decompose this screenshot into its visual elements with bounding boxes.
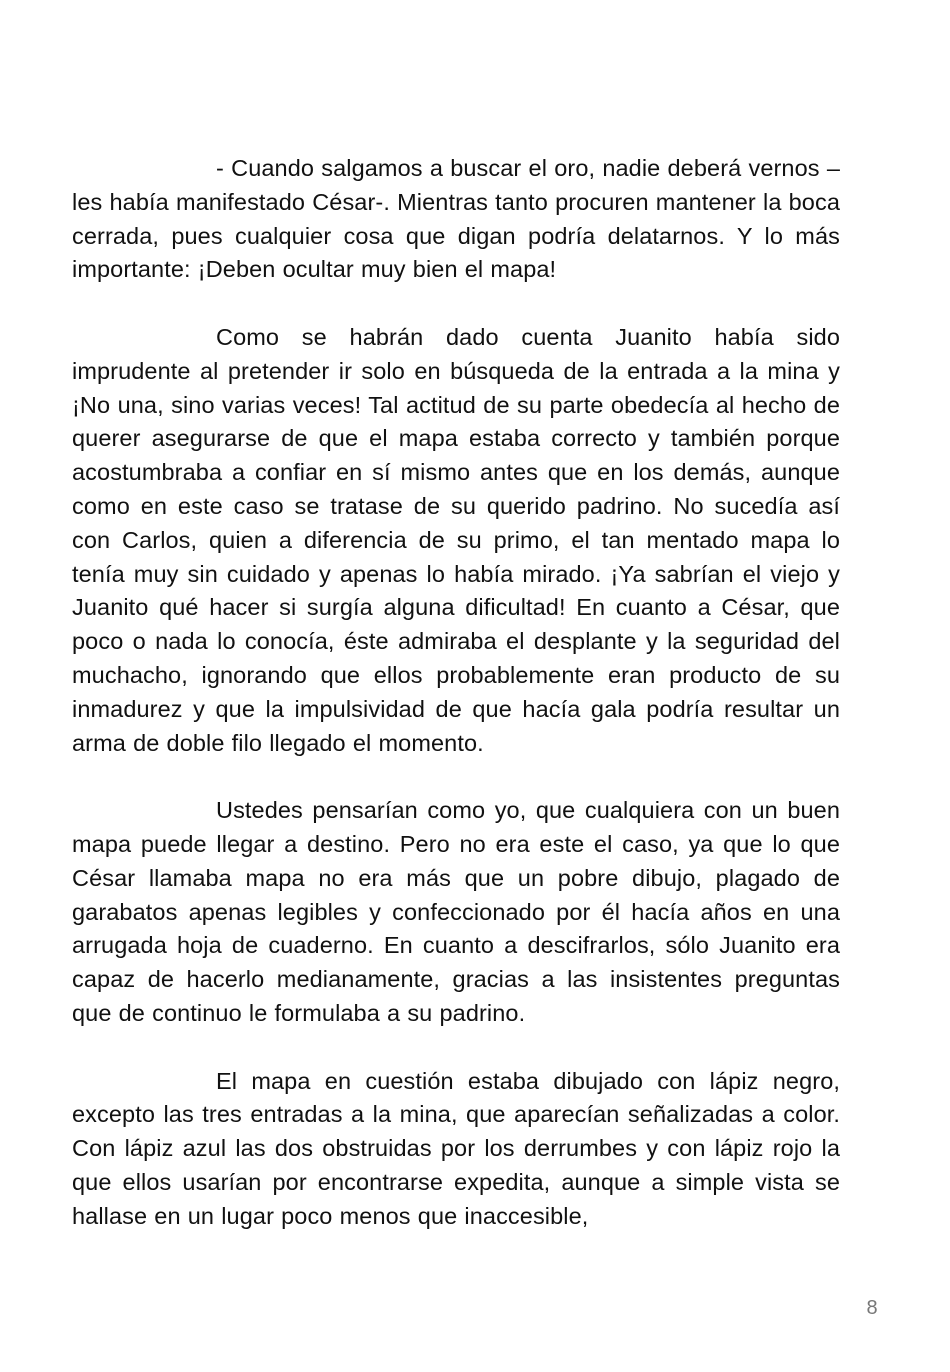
paragraph-3: Ustedes pensarían como yo, que cualquiera con un buen mapa puede llegar a destino. Pero no era este el caso, ya que lo que César llamaba mapa no era más que un pobre dibujo, plagado de garabatos apenas legibles y confeccionado por él hacía años en una arrugada hoja de cuaderno. En cuanto a descifrarlos, sólo Juanito era capaz de hacerlo medianamente, gracias a las insistentes preguntas que de continuo le formulaba a su padrino. [72, 797, 840, 1026]
paragraph-2: Como se habrán dado cuenta Juanito había sido imprudente al pretender ir solo en búsqueda de la entrada a la mina y ¡No una, sino varias veces! Tal actitud de su parte obedecía al hecho de querer asegurarse de que el mapa estaba correcto y también porque acostumbraba a confiar en sí mismo antes que en los demás, aunque como en este caso se tratase de su querido padrino. No sucedía así con Carlos, quien a diferencia de su primo, el tan mentado mapa lo tenía muy sin cuidado y apenas lo había mirado. ¡Ya sabrían el viejo y Juanito qué hacer si surgía alguna dificultad! En cuanto a César, que poco o nada lo conocía, éste admiraba el desplante y la seguridad del muchacho, ignorando que ellos probablemente eran producto de su inmadurez y que la impulsividad de que hacía gala podría resultar un arma de doble filo llegado el momento. [72, 323, 840, 756]
page-number: 8 [866, 1297, 878, 1319]
document-page [72, 152, 840, 1234]
paragraph-gap [72, 287, 840, 321]
paragraph-1: - Cuando salgamos a buscar el oro, nadie deberá vernos – les había manifestado César-. Mientras tanto procuren mantener la boca cerrada, pues cualquier cosa que digan podría delatarnos. Y lo más importante: ¡Deben ocultar muy bien el mapa! [72, 155, 840, 283]
paragraph-4: El mapa en cuestión estaba dibujado con lápiz negro, excepto las tres entradas a la mina, que aparecían señalizadas a color. Con lápiz azul las dos obstruidas por los derrumbes y con lápiz rojo la que ellos usarían por encontrarse expedita, aunque a simple vista se hallase en un lugar poco menos que inaccesible, [72, 1067, 840, 1229]
paragraph-gap [72, 1031, 840, 1065]
paragraph-gap [72, 760, 840, 794]
